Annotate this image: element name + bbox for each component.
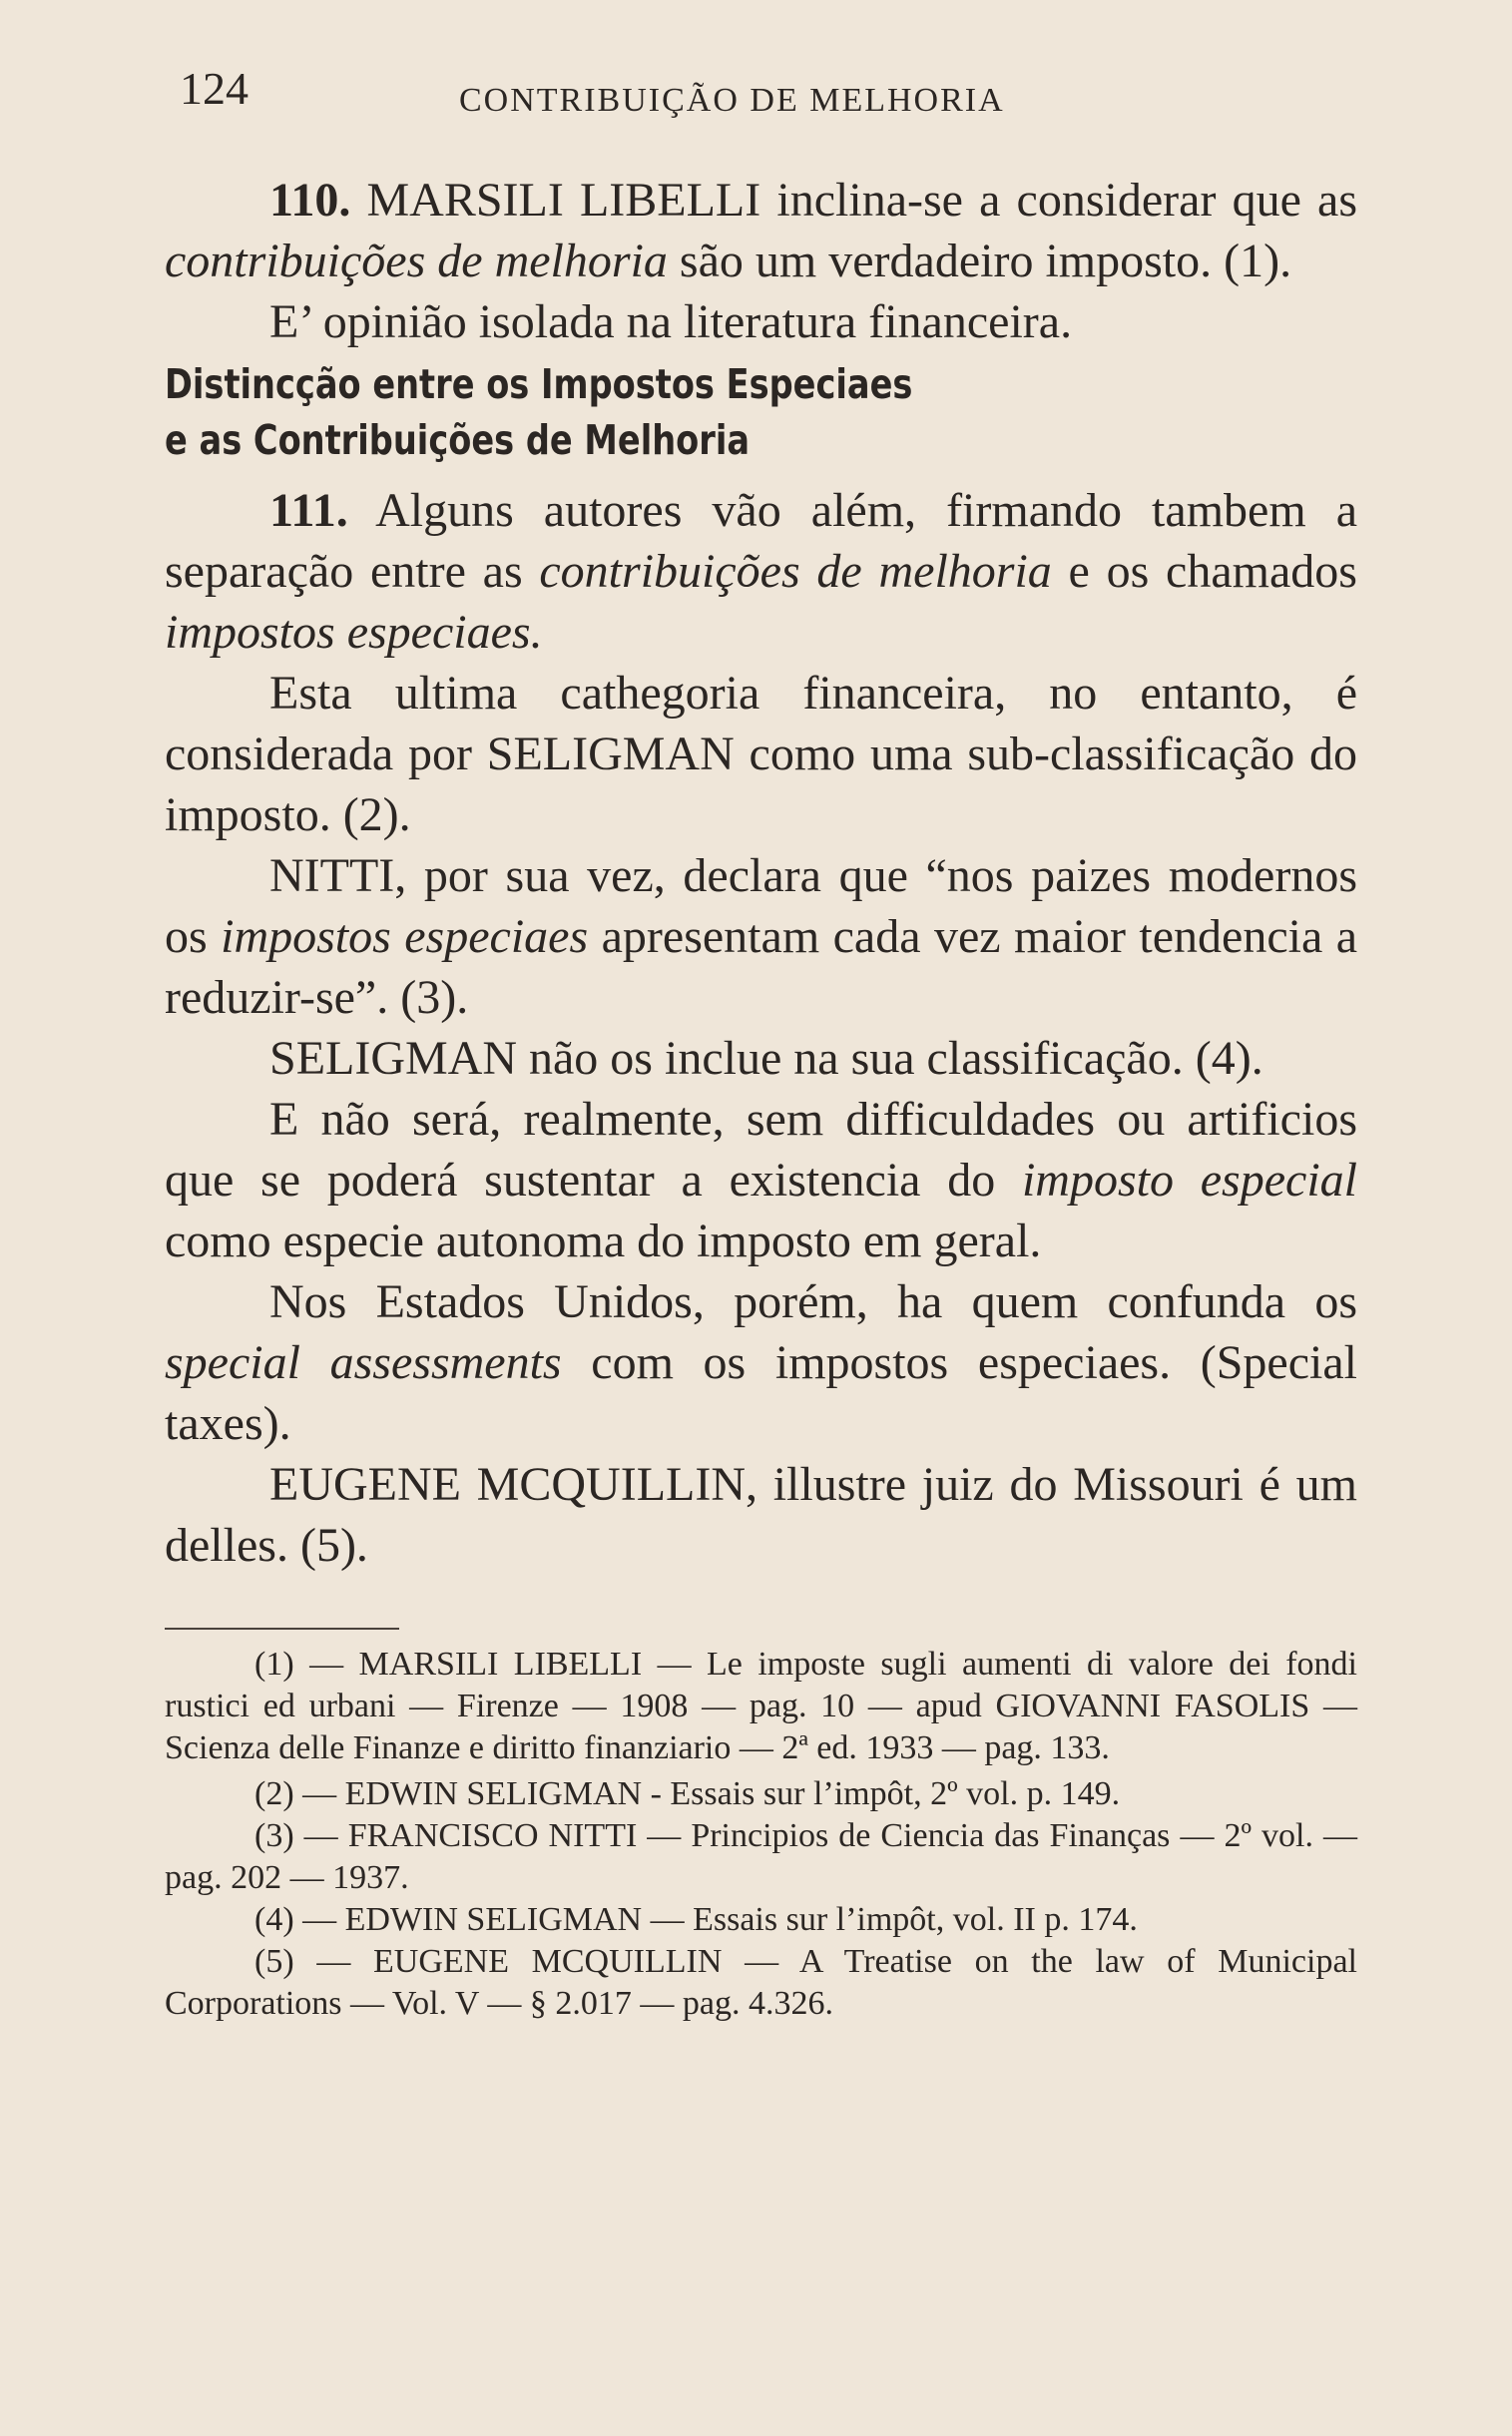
text: com os impostos especiaes. (Special taxes).: [165, 1336, 1358, 1450]
paragraph-seligman: SELIGMAN não os inclue na sua classificação. (4).: [269, 1032, 1263, 1085]
paragraph-110: [165, 170, 1357, 291]
text: como especie autonoma do imposto em geral.: [165, 1215, 1042, 1267]
emphasis: special assessments: [165, 1336, 562, 1389]
paragraph-mcquillin: EUGENE MCQUILLIN, illustre juiz do Missouri é um delles. (5).: [165, 1458, 1357, 1572]
footnote-4: (4) — EDWIN SELIGMAN — Essais sur l’impôt, vol. II p. 174.: [254, 1901, 1138, 1938]
paragraph-estados-unidos: [165, 1271, 1357, 1454]
heading-line-1: Distincção entre os Impostos Especiaes: [165, 360, 913, 408]
footnote-3: (3) — FRANCISCO NITTI — Principios de Ciencia das Finanças — 2º vol. — pag. 202 — 1937.: [165, 1817, 1357, 1896]
paragraph-cathegoria: Esta ultima cathegoria financeira, no entanto, é considerada por SELIGMAN como uma sub-classificação do imposto. (2).: [165, 667, 1357, 841]
section-number: 110.: [269, 174, 351, 227]
footnote-2: (2) — EDWIN SELIGMAN - Essais sur l’impôt, 2º vol. p. 149.: [254, 1775, 1121, 1812]
paragraph-opiniao-isolada: E’ opinião isolada na literatura financeira.: [269, 295, 1073, 348]
paragraph-nitti: [165, 845, 1357, 1028]
text: apresentam cada vez maior tendencia a reduzir-se”. (3).: [165, 910, 1358, 1024]
text: E não será, realmente, sem difficuldades ou artificios que se poderá sustentar a existencia do: [165, 1093, 1357, 1207]
emphasis: impostos especiaes: [221, 910, 589, 963]
page-number: 124: [180, 63, 249, 114]
section-heading: [165, 356, 1357, 468]
paragraph-nao-sera: [165, 1089, 1357, 1271]
text: Alguns autores vão além, firmando tambem a separação entre as: [165, 484, 1357, 598]
heading-line-2: e as Contribuições de Melhoria: [165, 416, 751, 464]
running-title: CONTRIBUIÇÃO DE MELHORIA: [459, 82, 1005, 119]
footnote-rule: [165, 1628, 399, 1630]
emphasis: contribuições de melhoria: [165, 235, 668, 287]
emphasis: imposto especial: [1021, 1154, 1357, 1207]
page-header: [180, 62, 1352, 122]
text: são um verdadeiro imposto. (1).: [667, 235, 1292, 287]
body-text: [165, 170, 1357, 2025]
footnote-5: (5) — EUGENE MCQUILLIN — A Treatise on the law of Municipal Corporations — Vol. V — § 2.017 — pag. 4.326.: [165, 1943, 1357, 2022]
text: Nos Estados Unidos, porém, ha quem confunda os: [269, 1275, 1357, 1328]
text: MARSILI LIBELLI inclina-se a considerar que as: [350, 174, 1357, 227]
text: e os chamados: [1051, 545, 1357, 598]
paragraph-111: [165, 480, 1357, 663]
emphasis: impostos especiaes.: [165, 606, 543, 659]
footnote-1: (1) — MARSILI LIBELLI — Le imposte sugli aumenti di valore dei fondi rustici ed urbani — Firenze — 1908 — pag. 10 — apud GIOVANNI FASOLIS — Scienza delle Finanze e diritto finanziario — 2ª ed. 1933 — pag. 133.: [165, 1646, 1357, 1766]
emphasis: contribuições de melhoria: [539, 545, 1052, 598]
text: NITTI, por sua vez, declara que “nos paizes modernos os: [165, 849, 1357, 963]
section-number: 111.: [269, 484, 348, 537]
footnotes: [165, 1644, 1357, 2025]
